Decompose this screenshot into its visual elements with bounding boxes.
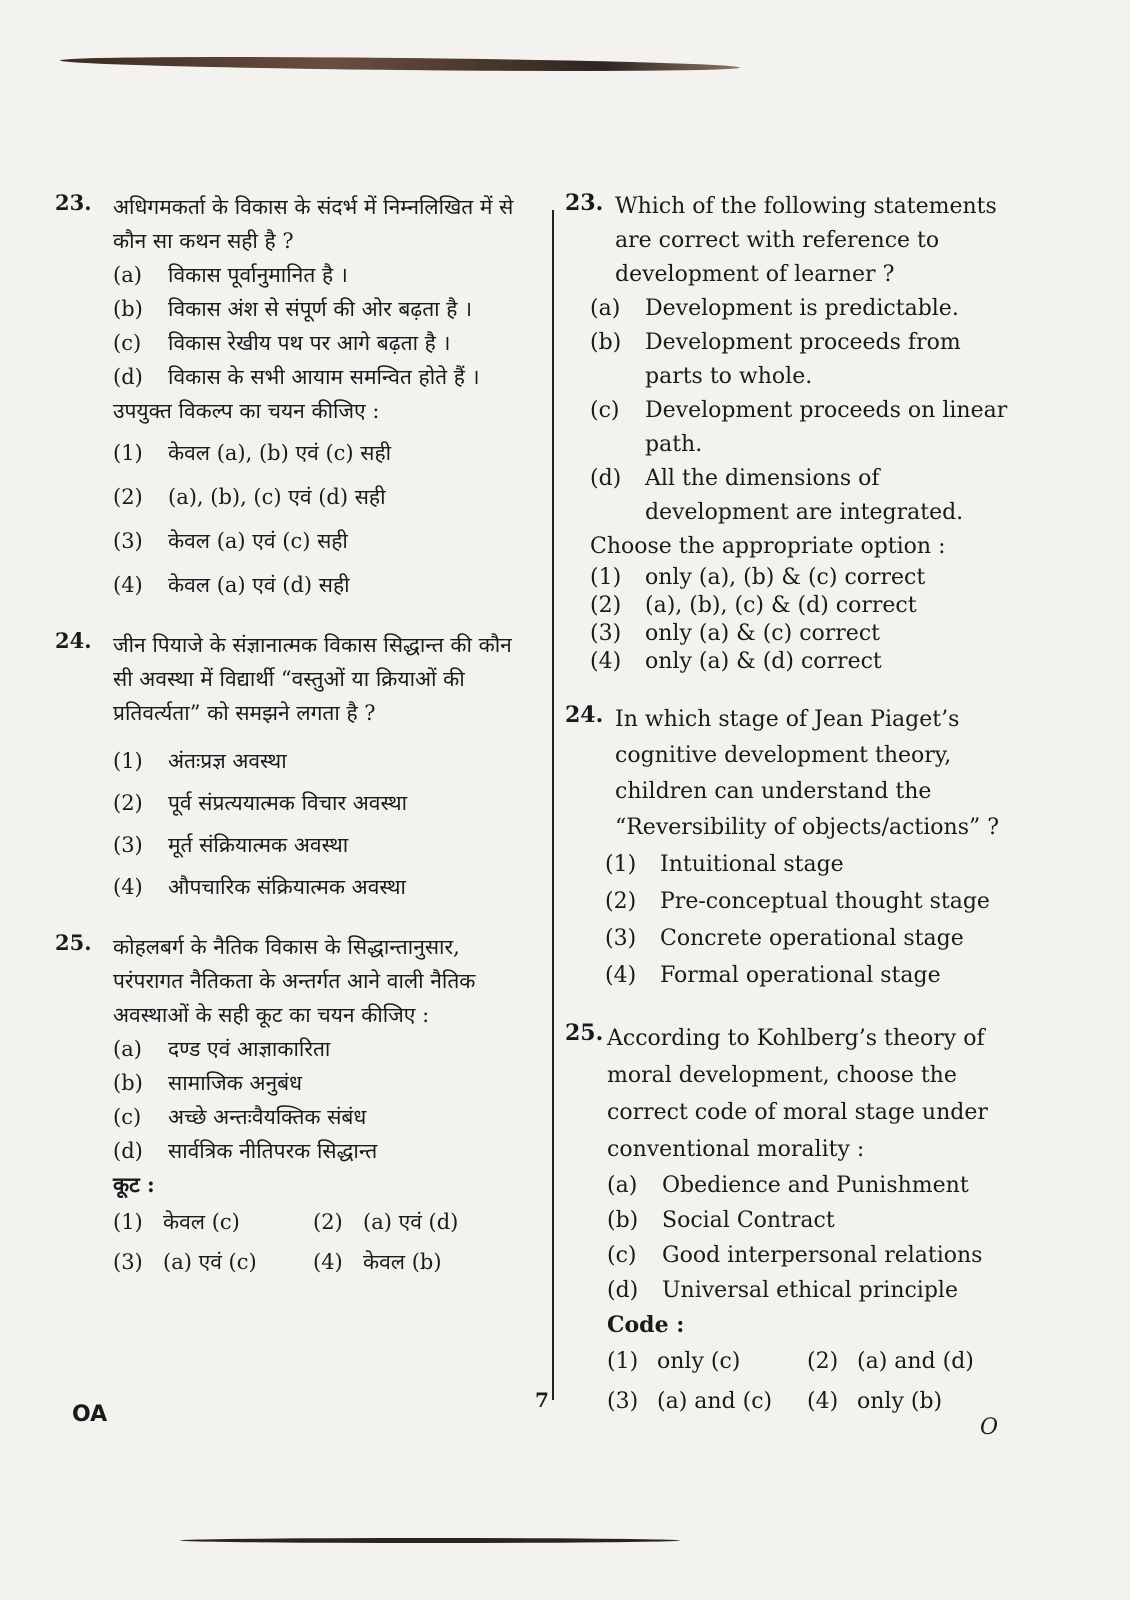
statement-d: (d) Universal ethical principle (607, 1278, 958, 1303)
option-4[interactable]: (4) Formal operational stage (605, 963, 941, 988)
option-3[interactable]: (3) (a) and (c) (607, 1389, 773, 1414)
statement-a: (a) Development is predictable. (590, 296, 959, 321)
instruction: उपयुक्त विकल्प का चयन कीजिए : (113, 399, 380, 423)
option-4[interactable]: (4) औपचारिक संक्रियात्मक अवस्था (113, 875, 406, 899)
option-1[interactable]: (1) Intuitional stage (605, 852, 844, 877)
statement-b: (b) विकास अंश से संपूर्ण की ओर बढ़ता है । (113, 297, 473, 321)
statement-d: (d) All the dimensions of development are integrated. (590, 466, 964, 525)
code-title: Code : (607, 1312, 685, 1338)
option-3[interactable]: (3) only (a) & (c) correct (590, 621, 880, 646)
question-24-hi (55, 628, 525, 904)
option-1[interactable]: (1) only (a), (b) & (c) correct (590, 565, 926, 590)
code-title: कूट : (113, 1172, 155, 1197)
question-number: 25. (565, 1020, 604, 1046)
statement-c: (c) Development proceeds on linear path. (590, 398, 1008, 457)
option-1[interactable]: (1) केवल (a), (b) एवं (c) सही (113, 441, 392, 465)
handwritten-mark: O (980, 1415, 999, 1440)
option-3[interactable]: (3) केवल (a) एवं (c) सही (113, 529, 348, 553)
option-2[interactable]: (2) (a), (b), (c) एवं (d) सही (113, 485, 386, 509)
option-4[interactable]: (4) केवल (a) एवं (d) सही (113, 573, 350, 597)
hindi-column (55, 190, 525, 1282)
question-number: 24. (55, 628, 92, 653)
option-4[interactable]: (4) केवल (b) (313, 1250, 442, 1274)
option-3[interactable]: (3) (a) एवं (c) (113, 1250, 257, 1274)
statement-d: (d) विकास के सभी आयाम समन्वित होते हैं । (113, 365, 480, 389)
page-number: 7 (535, 1388, 549, 1412)
option-3[interactable]: (3) मूर्त संक्रियात्मक अवस्था (113, 833, 349, 857)
top-shadow-strip (60, 54, 740, 73)
bottom-shadow-strip (180, 1538, 680, 1543)
statement-b: (b) सामाजिक अनुबंध (113, 1071, 303, 1095)
option-1[interactable]: (1) अंतःप्रज्ञ अवस्था (113, 749, 287, 773)
question-stem: कोहलबर्ग के नैतिक विकास के सिद्धान्तानुसार, परंपरागत नैतिकता के अन्तर्गत आने वाली नैतिक अवस्थाओं के सही कूट का चयन कीजिए : (113, 935, 476, 1027)
question-25-en (565, 1020, 1015, 1422)
question-number: 25. (55, 930, 92, 955)
option-2[interactable]: (2) (a) एवं (d) (313, 1210, 459, 1234)
question-stem: अधिगमकर्ता के विकास के संदर्भ में निम्नलिखित में से कौन सा कथन सही है ? (113, 195, 514, 253)
question-stem: जीन पियाजे के संज्ञानात्मक विकास सिद्धान्त की कौन सी अवस्था में विद्यार्थी “वस्तुओं या क्रियाओं की प्रतिवर्त्यता” को समझने लगता है ? (113, 633, 512, 725)
question-number: 23. (55, 190, 92, 215)
option-3[interactable]: (3) Concrete operational stage (605, 926, 964, 951)
statement-c: (c) अच्छे अन्तःवैयक्तिक संबंध (113, 1105, 367, 1129)
code-options (113, 1202, 525, 1282)
question-23-hi (55, 190, 525, 602)
option-2[interactable]: (2) (a) and (d) (807, 1349, 974, 1374)
statement-a: (a) विकास पूर्वानुमानित है । (113, 263, 348, 287)
question-stem: According to Kohlberg’s theory of moral development, choose the correct code of moral stage under conventional morality : (607, 1026, 988, 1162)
statement-c: (c) विकास रेखीय पथ पर आगे बढ़ता है । (113, 331, 451, 355)
column-divider (552, 210, 554, 1400)
option-2[interactable]: (2) पूर्व संप्रत्ययात्मक विचार अवस्था (113, 791, 408, 815)
question-24-en (565, 702, 1015, 994)
option-4[interactable]: (4) only (b) (807, 1389, 943, 1414)
statement-a: (a) Obedience and Punishment (607, 1173, 969, 1198)
code-options (607, 1342, 1015, 1422)
statement-a: (a) दण्ड एवं आज्ञाकारिता (113, 1037, 331, 1061)
instruction: Choose the appropriate option : (590, 534, 946, 559)
option-1[interactable]: (1) केवल (c) (113, 1210, 240, 1234)
question-number: 23. (565, 190, 604, 216)
question-number: 24. (565, 702, 604, 728)
statement-b: (b) Development proceeds from parts to whole. (590, 330, 961, 389)
statement-b: (b) Social Contract (607, 1208, 835, 1233)
option-2[interactable]: (2) (a), (b), (c) & (d) correct (590, 593, 917, 618)
question-25-hi (55, 930, 525, 1282)
option-4[interactable]: (4) only (a) & (d) correct (590, 649, 882, 674)
english-column (565, 190, 1015, 1422)
question-stem: In which stage of Jean Piaget’s cognitive development theory, children can understand the “Reversibility of objects/actions” ? (615, 707, 1000, 840)
question-stem: Which of the following statements are correct with reference to development of learner ? (615, 194, 997, 287)
option-2[interactable]: (2) Pre-conceptual thought stage (605, 889, 990, 914)
statement-d: (d) सार्वत्रिक नीतिपरक सिद्धान्त (113, 1139, 378, 1163)
booklet-code: OA (72, 1402, 108, 1427)
option-1[interactable]: (1) only (c) (607, 1349, 741, 1374)
question-23-en (565, 190, 1015, 676)
statement-c: (c) Good interpersonal relations (607, 1243, 983, 1268)
